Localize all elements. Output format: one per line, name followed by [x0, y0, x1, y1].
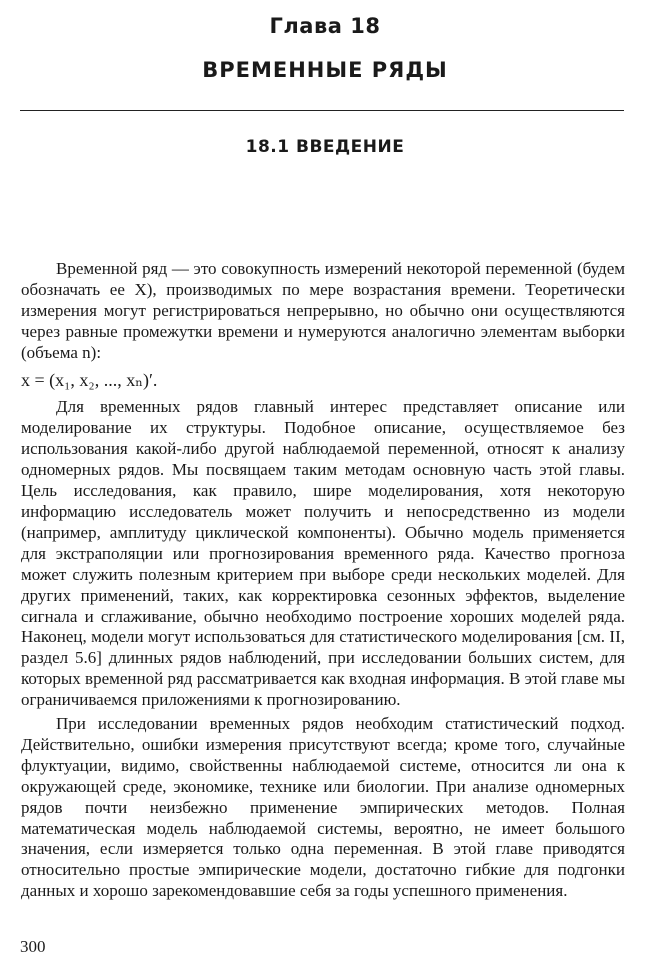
header-divider — [20, 110, 624, 111]
paragraph-1: Временной ряд — это совокупность измерений некоторой переменной (будем обозначать ее X), производимых по мере возрастания времени. Теоретически измерения могут регистрироваться непрерывно, но обычно они осуществляются через равные промежутки времени и нумеруются аналогично элементам выборки (объема n): — [21, 259, 625, 362]
formula: x = (x₁, x₂, ..., xₙ)′. — [21, 369, 158, 390]
page-number: 300 — [20, 937, 46, 956]
chapter-label: Глава 18 — [269, 14, 381, 38]
chapter-title: ВРЕМЕННЫЕ РЯДЫ — [202, 58, 448, 82]
paragraph-3: При исследовании временных рядов необходим статистический подход. Действительно, ошибки измерения присутствуют всегда; кроме того, случайные флуктуации, видимо, свойственны наблюдаемой системе, относится ли она к окружающей среде, экономике, технике или биологии. При анализе одномерных рядов почти неизбежно применение эмпирических методов. Полная математическая модель наблюдаемой системы, вероятно, не имеет большого значения, если измеряется только одна переменная. В этой главе приводятся относительно простые эмпирические модели, достаточно гибкие для подгонки данных и хорошо зарекомендовавшие себя за годы успешного применения. — [21, 714, 625, 901]
section-title: 18.1 ВВЕДЕНИЕ — [245, 137, 405, 157]
body-text — [21, 259, 625, 902]
paragraph-2: Для временных рядов главный интерес представляет описание или моделирование их структуры. Подобное описание, осуществляемое без использования какой-либо другой наблюдаемой переменной, относят к анализу одномерных рядов. Мы посвящаем таким методам основную часть этой главы. Цель исследования, как правило, шире моделирования, хотя некоторую информацию исследователь может получить и непосредственно из модели (например, амплитуду циклической компоненты). Обычно модель применяется для экстраполяции или прогнозирования временного ряда. Качество прогноза может служить полезным критерием при выборе среди нескольких моделей. Для других применений, таких, как корректировка сезонных эффектов, выделение сигнала и сглаживание, обычно необходимо построение хороших моделей ряда. Наконец, модели могут использоваться для статистического моделирования [см. II, раздел 5.6] длинных рядов наблюдений, при исследовании больших систем, для которых временной ряд рассматривается как входная информация. В этой главе мы ограничиваемся приложениями к прогнозированию. — [21, 397, 625, 710]
